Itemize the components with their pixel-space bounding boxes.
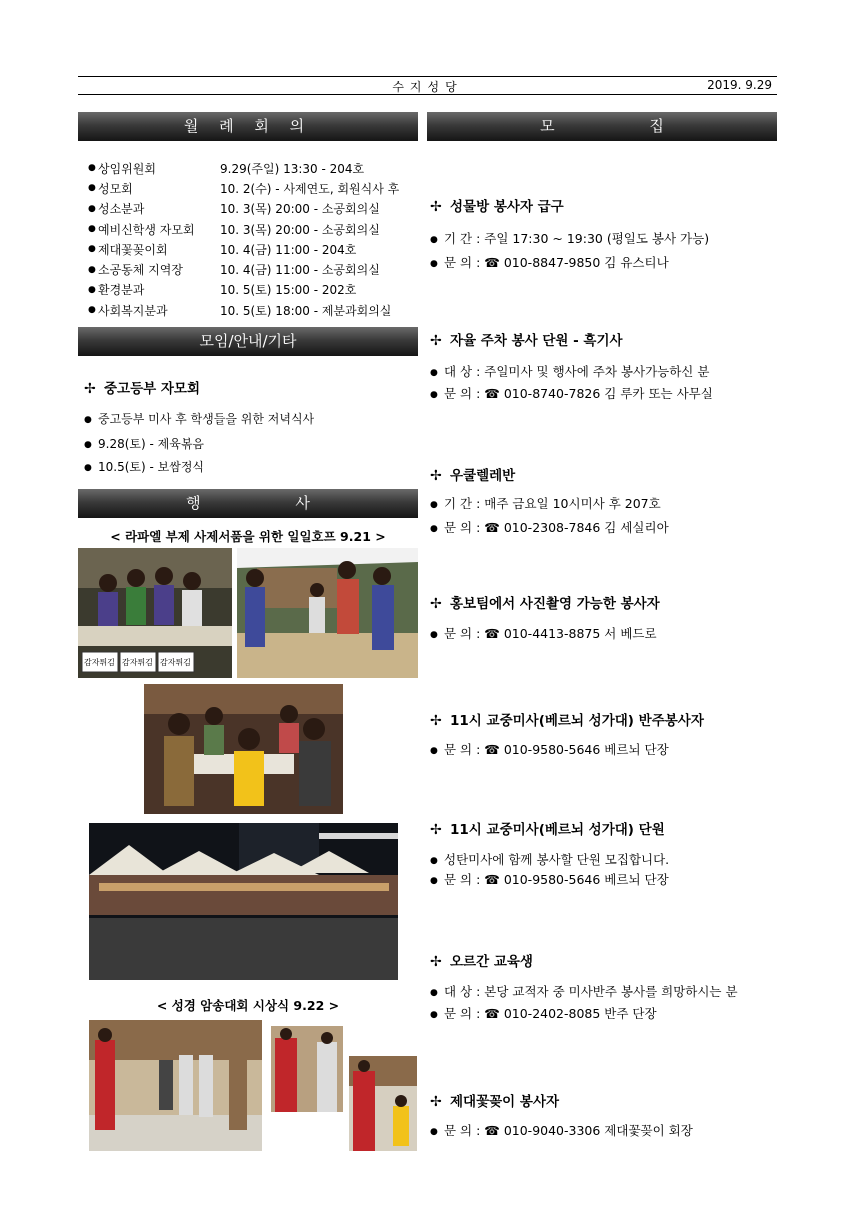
recruit-line: ● 문 의 : ☎ 010-2402-8085 반주 단장 <box>430 1006 657 1021</box>
recruit-line: ● 대 상 : 주일미사 및 행사에 주차 봉사가능하신 분 <box>430 364 710 379</box>
cross-icon: ✢ <box>430 1094 442 1110</box>
meeting-row: ● 예비신학생 자모회 10. 3(목) 20:00 - 소공회의실 <box>88 219 418 239</box>
photo-award-child <box>349 1056 417 1151</box>
notice-line-text: 중고등부 미사 후 학생들을 위한 저녁식사 <box>98 412 315 426</box>
cross-icon: ✢ <box>430 822 442 838</box>
issue-date: 2019. 9.29 <box>707 78 772 92</box>
recruit-line: ● 문 의 : ☎ 010-8847-9850 김 유스티나 <box>430 255 669 270</box>
recruit-title <box>430 329 623 349</box>
meeting-time: 10. 4(금) 11:00 - 소공회의실 <box>220 263 380 278</box>
recruit-line: ● 기 간 : 매주 금요일 10시미사 후 207호 <box>430 496 661 511</box>
booth-sign: 감자튀김 <box>122 658 153 667</box>
recruit-line: ● 문 의 : ☎ 010-2308-7846 김 세실리아 <box>430 520 669 535</box>
notice-line-text: 9.28(토) - 제육볶음 <box>98 437 205 451</box>
cross-icon: ✢ <box>430 333 442 349</box>
recruit-line-text: 문 의 : ☎ 010-2402-8085 반주 단장 <box>444 1006 657 1021</box>
recruit-line-text: 성탄미사에 함께 봉사할 단원 모집합니다. <box>444 852 670 867</box>
header-top-rule <box>78 76 777 77</box>
meeting-time: 9.29(주일) 13:30 - 204호 <box>220 161 365 176</box>
meeting-row: ● 환경분과 10. 5(토) 15:00 - 202호 <box>88 280 418 300</box>
recruit-line: ● 문 의 : ☎ 010-9580-5646 베르뇌 단장 <box>430 872 669 887</box>
cross-icon: ✢ <box>430 199 442 215</box>
recruit-line-text: 기 간 : 매주 금요일 10시미사 후 207호 <box>444 496 661 511</box>
photo-serving-tent <box>237 548 418 678</box>
cross-icon: ✢ <box>430 468 442 484</box>
photo-night-tents <box>89 823 398 980</box>
notice-line: ● 10.5(토) - 보쌈정식 <box>84 460 205 474</box>
meeting-row: ● 사회복지분과 10. 5(토) 18:00 - 제분과회의실 <box>88 300 418 320</box>
meeting-row: ● 성모회 10. 2(수) - 사제연도, 회원식사 후 <box>88 178 418 198</box>
meeting-name: 성소분과 <box>98 202 145 217</box>
meeting-name: 소공동체 지역장 <box>98 263 183 278</box>
notice-line: ● 중고등부 미사 후 학생들을 위한 저녁식사 <box>84 412 315 426</box>
event-caption-hof: < 라파엘 부제 사제서품을 위한 일일호프 9.21 > <box>110 529 386 544</box>
recruit-title <box>430 1090 559 1110</box>
notice-title-text: 중고등부 자모회 <box>104 381 200 397</box>
recruit-line: ● 문 의 : ☎ 010-9580-5646 베르뇌 단장 <box>430 742 669 757</box>
notice-line-text: 10.5(토) - 보쌈정식 <box>98 460 205 474</box>
event-caption-bible: < 성경 암송대회 시상식 9.22 > <box>156 998 340 1013</box>
recruit-title <box>430 709 704 729</box>
recruit-title <box>430 818 665 838</box>
meeting-time: 10. 3(목) 20:00 - 소공회의실 <box>220 222 380 237</box>
meeting-name: 환경분과 <box>98 283 145 298</box>
cross-icon: ✢ <box>430 954 442 970</box>
recruit-title-text: 성물방 봉사자 급구 <box>450 199 564 215</box>
recruit-title-text: 자율 주차 봉사 단원 - 흑기사 <box>450 333 623 349</box>
section-banner-meetings: 월 례 회 의 <box>78 112 418 141</box>
parish-name: 수지성당 <box>392 80 463 94</box>
recruit-line: ● 문 의 : ☎ 010-4413-8875 서 베드로 <box>430 626 657 641</box>
recruit-title-text: 홍보팀에서 사진촬영 가능한 봉사자 <box>450 596 660 612</box>
recruit-line-text: 대 상 : 주일미사 및 행사에 주차 봉사가능하신 분 <box>444 364 710 379</box>
photo-bible-award-hall <box>89 1020 262 1151</box>
recruit-title-text: 오르간 교육생 <box>450 954 533 970</box>
meeting-name: 성모회 <box>98 181 133 196</box>
meeting-name: 예비신학생 자모회 <box>98 222 195 237</box>
section-banner-events: 행 사 <box>78 489 418 518</box>
cross-icon: ✢ <box>430 596 442 612</box>
recruit-line-text: 기 간 : 주일 17:30 ~ 19:30 (평일도 봉사 가능) <box>444 231 710 246</box>
section-banner-recruit: 모 집 <box>427 112 777 141</box>
meeting-row: ● 상임위원회 9.29(주일) 13:30 - 204호 <box>88 158 418 178</box>
meeting-row: ● 성소분과 10. 3(목) 20:00 - 소공회의실 <box>88 199 418 219</box>
recruit-line: ● 문 의 : ☎ 010-9040-3306 제대꽃꽂이 회장 <box>430 1123 693 1138</box>
recruit-title <box>430 464 515 484</box>
meeting-time: 10. 2(수) - 사제연도, 회원식사 후 <box>220 181 400 196</box>
meeting-time: 10. 5(토) 18:00 - 제분과회의실 <box>220 303 392 318</box>
notice-line: ● 9.28(토) - 제육볶음 <box>84 437 205 451</box>
notice-title <box>84 377 200 397</box>
recruit-line-text: 문 의 : ☎ 010-8740-7826 김 루카 또는 사무실 <box>444 386 713 401</box>
header-bottom-rule <box>78 94 777 95</box>
meeting-row: ● 소공동체 지역장 10. 4(금) 11:00 - 소공회의실 <box>88 259 418 279</box>
recruit-title-text: 제대꽃꽂이 봉사자 <box>450 1094 560 1110</box>
cross-icon: ✢ <box>430 713 442 729</box>
recruit-line: ● 성탄미사에 함께 봉사할 단원 모집합니다. <box>430 852 670 867</box>
recruit-title-text: 11시 교중미사(베르뇌 성가대) 단원 <box>450 822 665 838</box>
recruit-title <box>430 950 533 970</box>
booth-sign: 감자튀김 <box>160 658 191 667</box>
meeting-list <box>88 158 418 320</box>
recruit-title-text: 우쿨렐레반 <box>450 468 516 484</box>
recruit-line-text: 문 의 : ☎ 010-9580-5646 베르뇌 단장 <box>444 742 669 757</box>
recruit-line-text: 대 상 : 본당 교적자 중 미사반주 봉사를 희망하시는 분 <box>444 984 738 999</box>
meeting-name: 상임위원회 <box>98 161 156 176</box>
recruit-line-text: 문 의 : ☎ 010-8847-9850 김 유스티나 <box>444 255 669 270</box>
recruit-title-text: 11시 교중미사(베르뇌 성가대) 반주봉사자 <box>450 713 704 729</box>
recruit-line: ● 대 상 : 본당 교적자 중 미사반주 봉사를 희망하시는 분 <box>430 984 738 999</box>
meeting-time: 10. 3(목) 20:00 - 소공회의실 <box>220 202 380 217</box>
photo-volunteers-booth <box>78 548 232 678</box>
recruit-line-text: 문 의 : ☎ 010-9040-3306 제대꽃꽂이 회장 <box>444 1123 693 1138</box>
meeting-row: ● 제대꽃꽂이회 10. 4(금) 11:00 - 204호 <box>88 239 418 259</box>
cross-icon: ✢ <box>84 381 96 397</box>
photo-group-table <box>144 684 343 814</box>
meeting-time: 10. 4(금) 11:00 - 204호 <box>220 242 357 257</box>
recruit-title <box>430 195 564 215</box>
photo-award-handover <box>271 1026 343 1112</box>
meeting-time: 10. 5(토) 15:00 - 202호 <box>220 283 357 298</box>
recruit-line: ● 문 의 : ☎ 010-8740-7826 김 루카 또는 사무실 <box>430 386 713 401</box>
recruit-line: ● 기 간 : 주일 17:30 ~ 19:30 (평일도 봉사 가능) <box>430 231 710 246</box>
recruit-line-text: 문 의 : ☎ 010-4413-8875 서 베드로 <box>444 626 657 641</box>
meeting-name: 제대꽃꽂이회 <box>98 242 168 257</box>
recruit-line-text: 문 의 : ☎ 010-2308-7846 김 세실리아 <box>444 520 669 535</box>
recruit-line-text: 문 의 : ☎ 010-9580-5646 베르뇌 단장 <box>444 872 669 887</box>
meeting-name: 사회복지분과 <box>98 303 168 318</box>
recruit-title <box>430 592 660 612</box>
booth-sign: 감자튀김 <box>84 658 115 667</box>
section-banner-notice: 모임/안내/기타 <box>78 327 418 356</box>
